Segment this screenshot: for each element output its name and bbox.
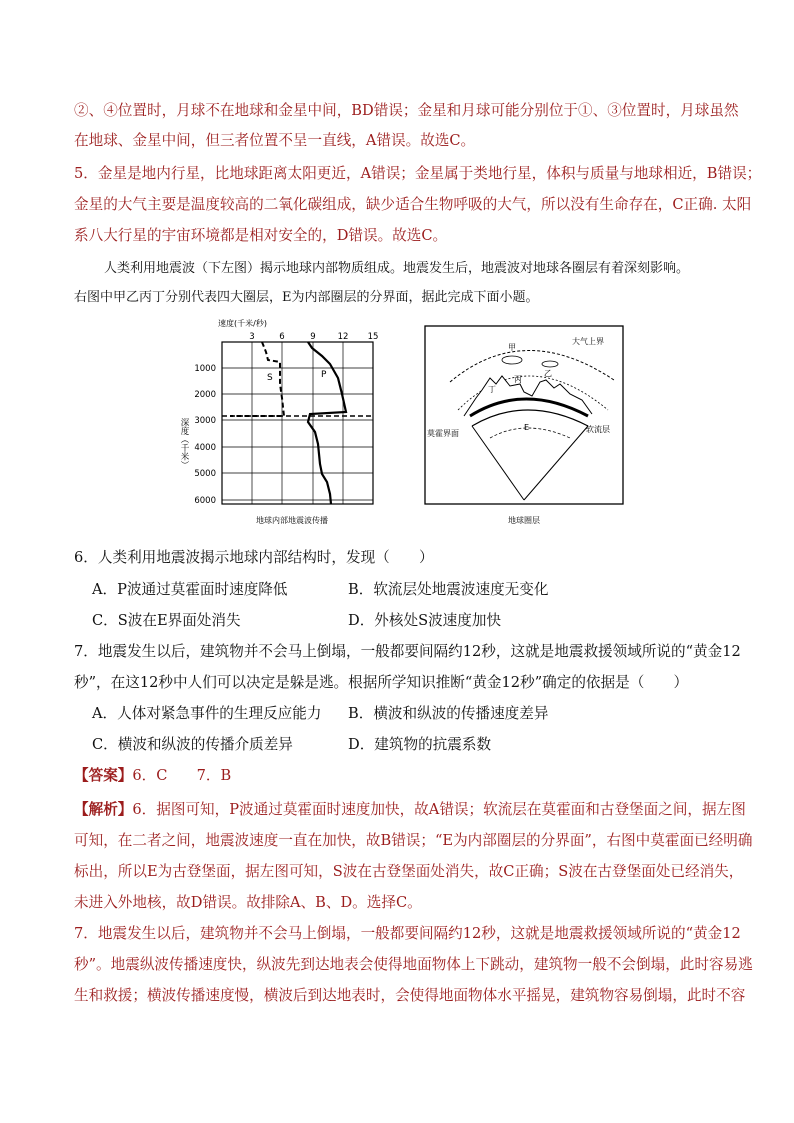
option-b[interactable]: B．横波和纵波的传播速度差异 (348, 705, 549, 722)
question-stem: 秒”，在这12秒中人们可以决定是躲是逃。根据所学知识推断“黄金12秒”确定的依据是（ ） (74, 674, 689, 691)
left-chart-title: 地球内部地震波传播 (256, 516, 328, 525)
option-b[interactable]: B．软流层处地震波速度无变化 (348, 581, 549, 598)
intro-line: 人类利用地震波（下左图）揭示地球内部物质组成。地震发生后，地震波对地球各圈层有着深刻影响。 (104, 261, 690, 276)
answer-tag: 【答案】 (74, 767, 133, 784)
analysis-line: 7．地震发生以后，建筑物并不会马上倒塌，一般都要间隔约12秒，这就是地震救援领域所说的“黄金12 (74, 925, 741, 942)
answer-text: 6．C 7．B (132, 767, 232, 784)
s-wave-label: S (267, 373, 273, 383)
option-d[interactable]: D．外核处S波速度加快 (348, 612, 502, 629)
option-a[interactable]: A．人体对紧急事件的生理反应能力 (92, 705, 322, 722)
x-tick-label: 6 (279, 332, 285, 342)
x-tick-label: 9 (310, 332, 316, 342)
label-ding: 丁 (488, 385, 496, 394)
analysis-line: 生和救援；横波传播速度慢，横波后到达地表时，会使得地面物体水平摇晃，建筑物容易倒塌，此时不容 (74, 987, 746, 1004)
chart-grid (222, 342, 373, 504)
y-tick-label: 4000 (194, 443, 216, 453)
p-wave-label: P (321, 370, 327, 380)
label-bing: 丙 (514, 375, 522, 384)
x-tick-label: 12 (337, 332, 349, 342)
cloud-icon (542, 361, 558, 367)
intro-line: 右图中甲乙丙丁分别代表四大圈层，E为内部圈层的分界面，据此完成下面小题。 (74, 290, 539, 305)
question-stem: 7．地震发生以后，建筑物并不会马上倒塌，一般都要间隔约12秒，这就是地震救援领域所说的“黄金12 (74, 643, 741, 660)
analysis-line: 未进入外地核，故D错误。故排除A、B、D。选择C。 (74, 894, 422, 911)
text-line: 金星的大气主要是温度较高的二氧化碳组成，缺少适合生物呼吸的大气，所以没有生命存在，C正确. 太阳 (74, 196, 752, 213)
y-tick-label: 1000 (194, 364, 216, 374)
seismic-wave-chart (170, 318, 395, 528)
option-a[interactable]: A．P波通过莫霍面时速度降低 (92, 581, 288, 598)
analysis-text: 6．据图可知，P波通过莫霍面时速度加快，故A错误；软流层在莫霍面和古登堡面之间，据左图 (132, 801, 746, 818)
chart-frame (222, 342, 373, 504)
y-tick-label: 6000 (194, 496, 216, 506)
y-tick-label: 3000 (194, 416, 216, 426)
label-yi: 乙 (544, 369, 552, 378)
text-line: 在地球、金星中间，但三者位置不呈一直线，A错误。故选C。 (74, 132, 476, 149)
x-axis-label: 速度(千米/秒) (218, 319, 267, 328)
s-wave-curve (230, 342, 284, 416)
analysis-line (74, 800, 746, 820)
e-interface (490, 428, 570, 438)
analysis-line: 可知，在二者之间，地震波速度一直在加快，故B错误；“E为内部圈层的分界面”，右图中莫霍面已经明确 (74, 832, 753, 849)
question-stem: 6．人类利用地震波揭示地球内部结构时，发现（ ） (74, 549, 434, 566)
y-tick-label: 2000 (194, 390, 216, 400)
analysis-line: 标出，所以E为古登堡面，据左图可知，S波在古登堡面处消失，故C正确；S波在古登堡面处已经消失， (74, 863, 744, 880)
label-asthenosphere: 软流层 (586, 425, 610, 434)
label-moho: 莫霍界面 (427, 429, 459, 438)
option-d[interactable]: D．建筑物的抗震系数 (348, 736, 492, 753)
analysis-tag: 【解析】 (74, 801, 133, 818)
label-atmosphere-top: 大气上界 (572, 337, 604, 346)
x-tick-label: 3 (249, 332, 255, 342)
option-c[interactable]: C．S波在E界面处消失 (92, 612, 241, 629)
x-tick-label: 15 (367, 332, 379, 342)
option-c[interactable]: C．横波和纵波的传播介质差异 (92, 736, 293, 753)
label-jia: 甲 (508, 343, 516, 352)
analysis-line: 秒”。地震纵波传播速度快，纵波先到达地表会使得地面物体上下跳动，建筑物一般不会倒塌，此时容易逃 (74, 956, 753, 973)
text-line: 系八大行星的宇宙环境都是相对安全的，D错误。故选C。 (74, 227, 448, 244)
y-axis-label: 深度（千米） (179, 418, 189, 469)
answer-line (74, 766, 231, 786)
text-line: 5．金星是地内行星，比地球距离太阳更近，A错误；金星属于类地行星，体积与质量与地球相近，B错误； (74, 165, 762, 182)
label-e: E (524, 423, 530, 432)
wedge-right-edge (524, 426, 588, 500)
earth-layers-diagram (420, 322, 630, 530)
atmosphere-boundary (450, 350, 614, 382)
right-chart-title: 地球圈层 (508, 516, 540, 525)
y-tick-label: 5000 (194, 469, 216, 479)
cloud-icon (502, 356, 522, 364)
wedge-left-edge (472, 426, 524, 500)
p-wave-curve (308, 342, 346, 504)
text-line: ②、④位置时，月球不在地球和金星中间，BD错误；金星和月球可能分别位于①、③位置时，月球虽然 (74, 102, 739, 119)
